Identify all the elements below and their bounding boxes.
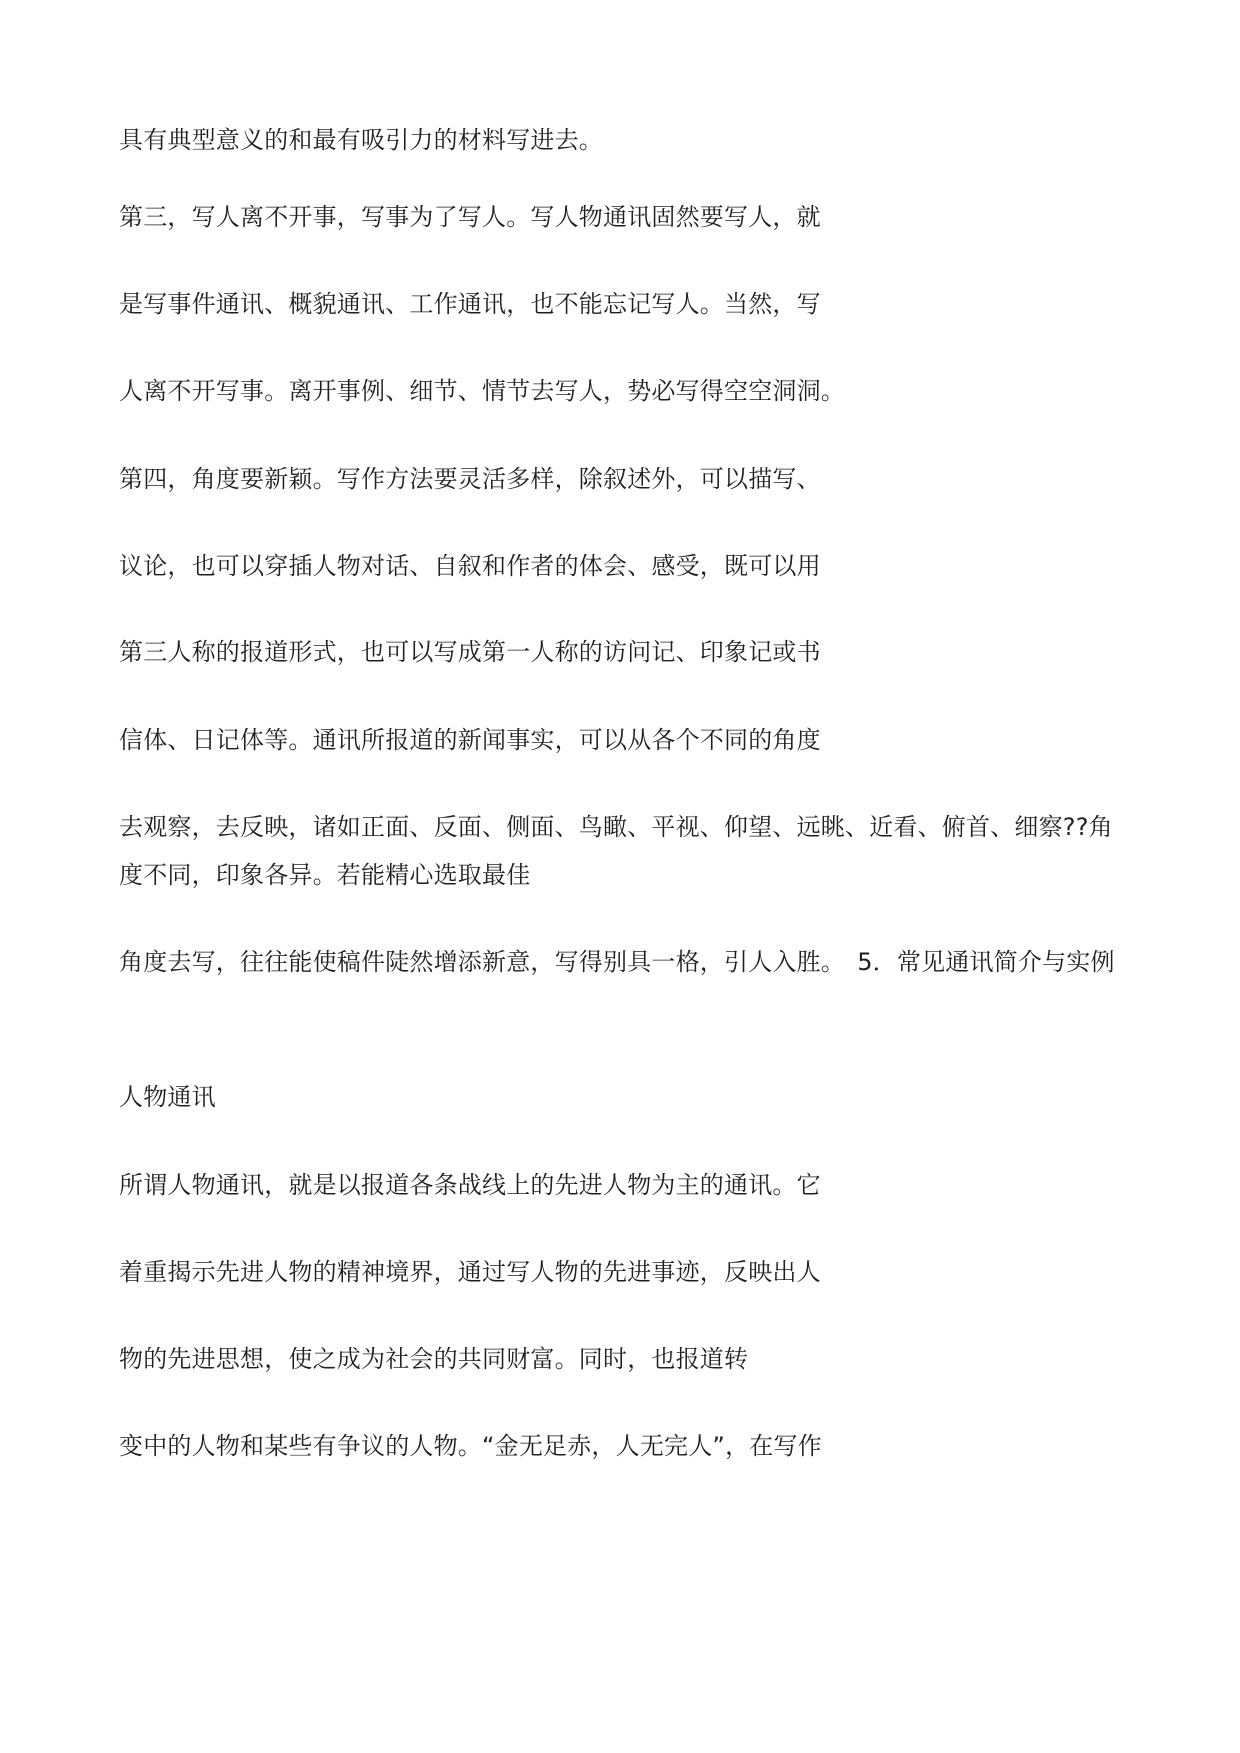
paragraph-line: 人离不开写事。离开事例、细节、情节去写人，势必写得空空洞洞。 — [119, 377, 845, 405]
paragraph-line: 具有典型意义的和最有吸引力的材料写进去。 — [119, 126, 603, 154]
paragraph-line: 变中的人物和某些有争议的人物。“金无足赤，人无完人”，在写作 — [119, 1432, 822, 1460]
section-heading: 人物通讯 — [119, 1083, 216, 1111]
paragraph-line: 议论，也可以穿插人物对话、自叙和作者的体会、感受，既可以用 — [119, 552, 821, 580]
paragraph-line: 物的先进思想，使之成为社会的共同财富。同时，也报道转 — [119, 1345, 749, 1373]
paragraph-line: 所谓人物通讯，就是以报道各条战线上的先进人物为主的通讯。它 — [119, 1171, 821, 1199]
paragraph-line: 角度去写，往往能使稿件陡然增添新意，写得别具一格，引人入胜。 5．常见通讯简介与实例 — [119, 948, 1115, 976]
paragraph-line: 第三人称的报道形式，也可以写成第一人称的访问记、印象记或书 — [119, 638, 821, 666]
paragraph-line: 信体、日记体等。通讯所报道的新闻事实，可以从各个不同的角度 — [119, 726, 821, 754]
paragraph-line: 是写事件通讯、概貌通讯、工作通讯，也不能忘记写人。当然，写 — [119, 290, 821, 318]
paragraph-line: 去观察，去反映，诸如正面、反面、侧面、鸟瞰、平视、仰望、远眺、近看、俯首、细察??角度不同，印象各异。若能精心选取最佳 — [119, 813, 1113, 889]
paragraph-line: 第三，写人离不开事，写事为了写人。写人物通讯固然要写人，就 — [119, 203, 821, 231]
paragraph-line: 着重揭示先进人物的精神境界，通过写人物的先进事迹，反映出人 — [119, 1258, 821, 1286]
paragraph-line: 第四，角度要新颖。写作方法要灵活多样，除叙述外，可以描写、 — [119, 465, 821, 493]
